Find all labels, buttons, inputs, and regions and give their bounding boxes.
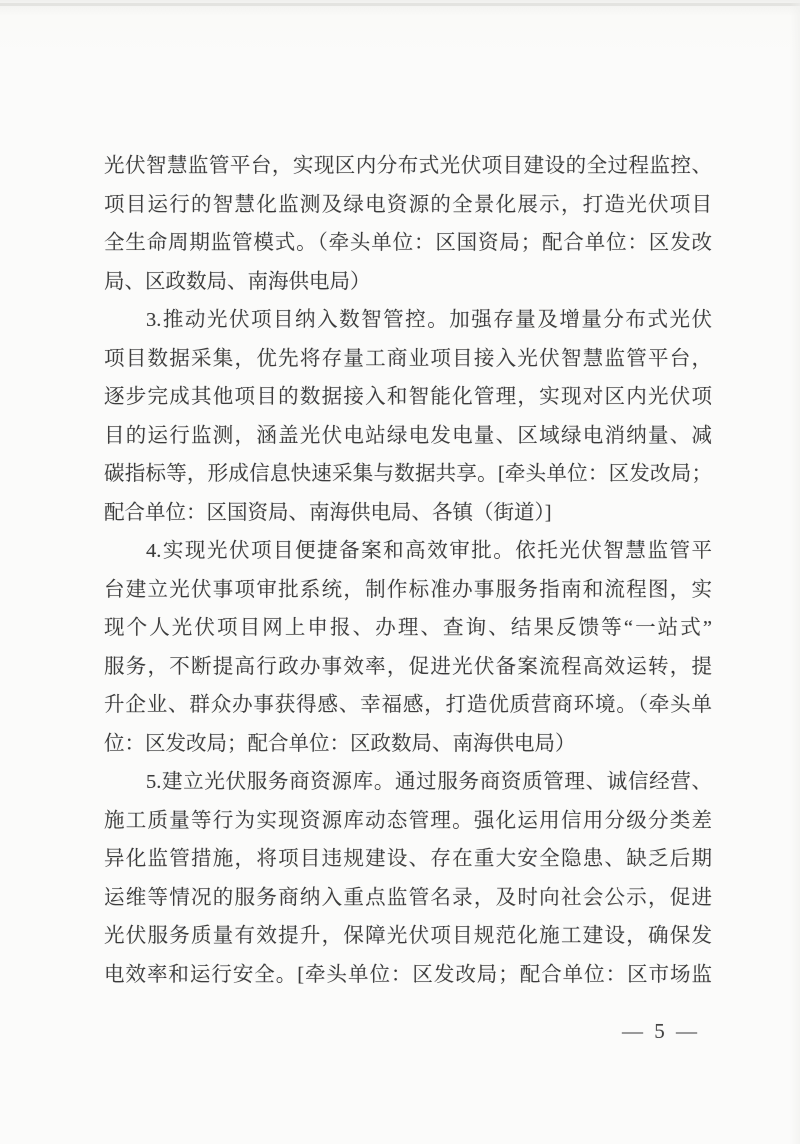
- text-line: 施工质量等行为实现资源库动态管理。强化运用信用分级分类差: [104, 809, 712, 832]
- text-line: 配合单位：区国资局、南海供电局、各镇（街道）]: [104, 501, 552, 524]
- text-line: 局、区政数局、南海供电局）: [104, 270, 371, 293]
- text-line: 3.推动光伏项目纳入数智管控。加强存量及增量分布式光伏: [146, 309, 712, 331]
- text-line: 项目运行的智慧化监测及绿电资源的全景化展示，打造光伏项目: [104, 193, 712, 216]
- text-line: 全生命周期监管模式。（牵头单位：区国资局；配合单位：区发改: [104, 232, 712, 254]
- text-line: 现个人光伏项目网上申报、办理、查询、结果反馈等“一站式”: [104, 617, 712, 639]
- text-line: 4.实现光伏项目便捷备案和高效审批。依托光伏智慧监管平: [146, 540, 712, 562]
- text-line: 服务，不断提高行政办事效率，促进光伏备案流程高效运转，提: [104, 655, 712, 678]
- paragraph: [104, 763, 712, 994]
- paragraph: [104, 532, 712, 763]
- scan-artifact-right-edge: [790, 0, 800, 1144]
- text-line: 位：区发改局；配合单位：区政数局、南海供电局）: [104, 732, 576, 755]
- text-line: 逐步完成其他项目的数据接入和智能化管理，实现对区内光伏项: [104, 386, 712, 408]
- text-line: 异化监管措施，将项目违规建设、存在重大安全隐患、缺乏后期: [104, 848, 712, 870]
- text-line: 升企业、群众办事获得感、幸福感，打造优质营商环境。（牵头单: [104, 694, 712, 716]
- page-footer: [622, 1014, 700, 1048]
- paragraph: [104, 301, 712, 532]
- text-line: 运维等情况的服务商纳入重点监管名录，及时向社会公示，促进: [104, 886, 712, 909]
- scan-artifact-top-edge: [0, 3, 800, 6]
- text-line: 5.建立光伏服务商资源库。通过服务商资质管理、诚信经营、: [146, 771, 712, 793]
- text-line: 台建立光伏事项审批系统，制作标准办事服务指南和流程图，实: [104, 578, 712, 601]
- text-line: 光伏智慧监管平台，实现区内分布式光伏项目建设的全过程监控、: [104, 155, 712, 177]
- text-line: 光伏服务质量有效提升，保障光伏项目规范化施工建设，确保发: [104, 925, 712, 947]
- text-line: 碳指标等，形成信息快速采集与数据共享。[牵头单位：区发改局；: [104, 463, 712, 485]
- document-body: [104, 147, 712, 994]
- paragraph: [104, 147, 712, 301]
- page-number: — 5 —: [622, 1019, 700, 1043]
- text-line: 电效率和运行安全。[牵头单位：区发改局；配合单位：区市场监: [104, 963, 712, 986]
- text-line: 项目数据采集，优先将存量工商业项目接入光伏智慧监管平台，: [104, 347, 712, 370]
- text-line: 目的运行监测，涵盖光伏电站绿电发电量、区域绿电消纳量、减: [104, 424, 712, 447]
